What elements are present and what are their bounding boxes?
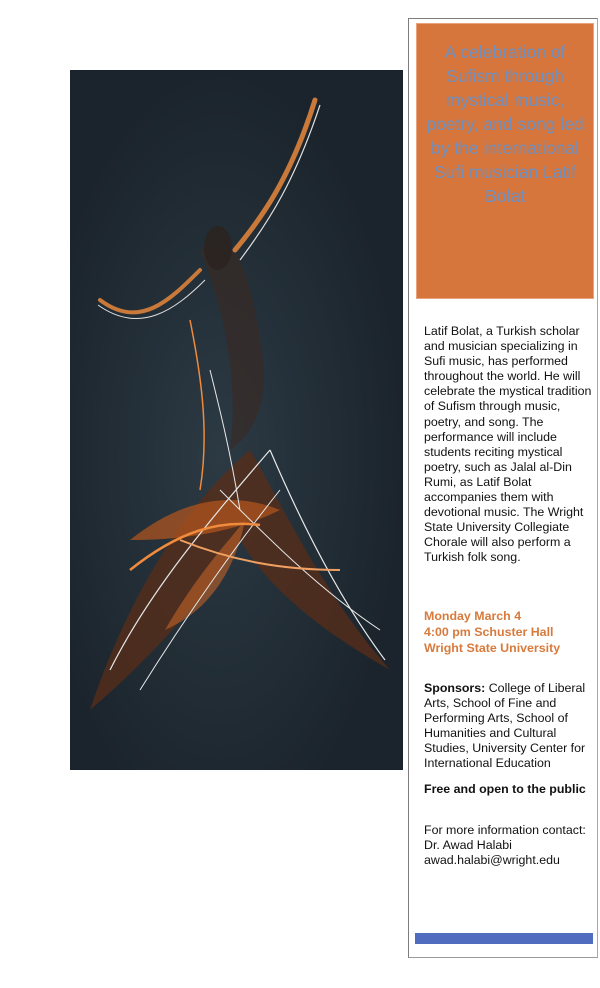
event-venue: Wright State University — [424, 641, 561, 655]
headline-banner — [416, 23, 594, 299]
event-description: Latif Bolat, a Turkish scholar and musician specializing in Sufi music, has performed throughout the world. He will celebrate the mystical tradition of Sufism through music, poetry, and song. The performance will include students reciting mystical poetry, such as Jalal al-Din Rumi, as Latif Bolat accompanies them with devotional music. The Wright State University Collegiate Chorale will also perform a Turkish folk song. — [424, 324, 592, 565]
event-time-place: 4:00 pm Schuster Hall — [424, 625, 554, 639]
contact-email: awad.halabi@wright.edu — [424, 853, 560, 868]
footer-bar — [415, 933, 593, 944]
event-date: Monday March 4 — [424, 609, 522, 623]
sponsors-list: College of Liberal Arts, School of Fine and Performing Arts, School of Humanities and Cultural Studies, University Center for International Education — [424, 681, 586, 771]
headline-text: A celebration of Sufism through mystical music, poetry, and song led by the international Sufi musician Latif Bolat — [426, 42, 584, 206]
contact-line: For more information contact: Dr. Awad Halabi — [424, 823, 586, 853]
dervish-painting — [70, 70, 403, 770]
event-info-panel — [408, 18, 598, 958]
event-details — [424, 608, 596, 656]
sponsors-label: Sponsors: — [424, 681, 486, 695]
admission-note: Free and open to the public — [424, 782, 586, 796]
sponsors-section — [424, 681, 596, 772]
contact-info — [424, 823, 596, 868]
whirling-dervish-artwork — [70, 70, 403, 770]
